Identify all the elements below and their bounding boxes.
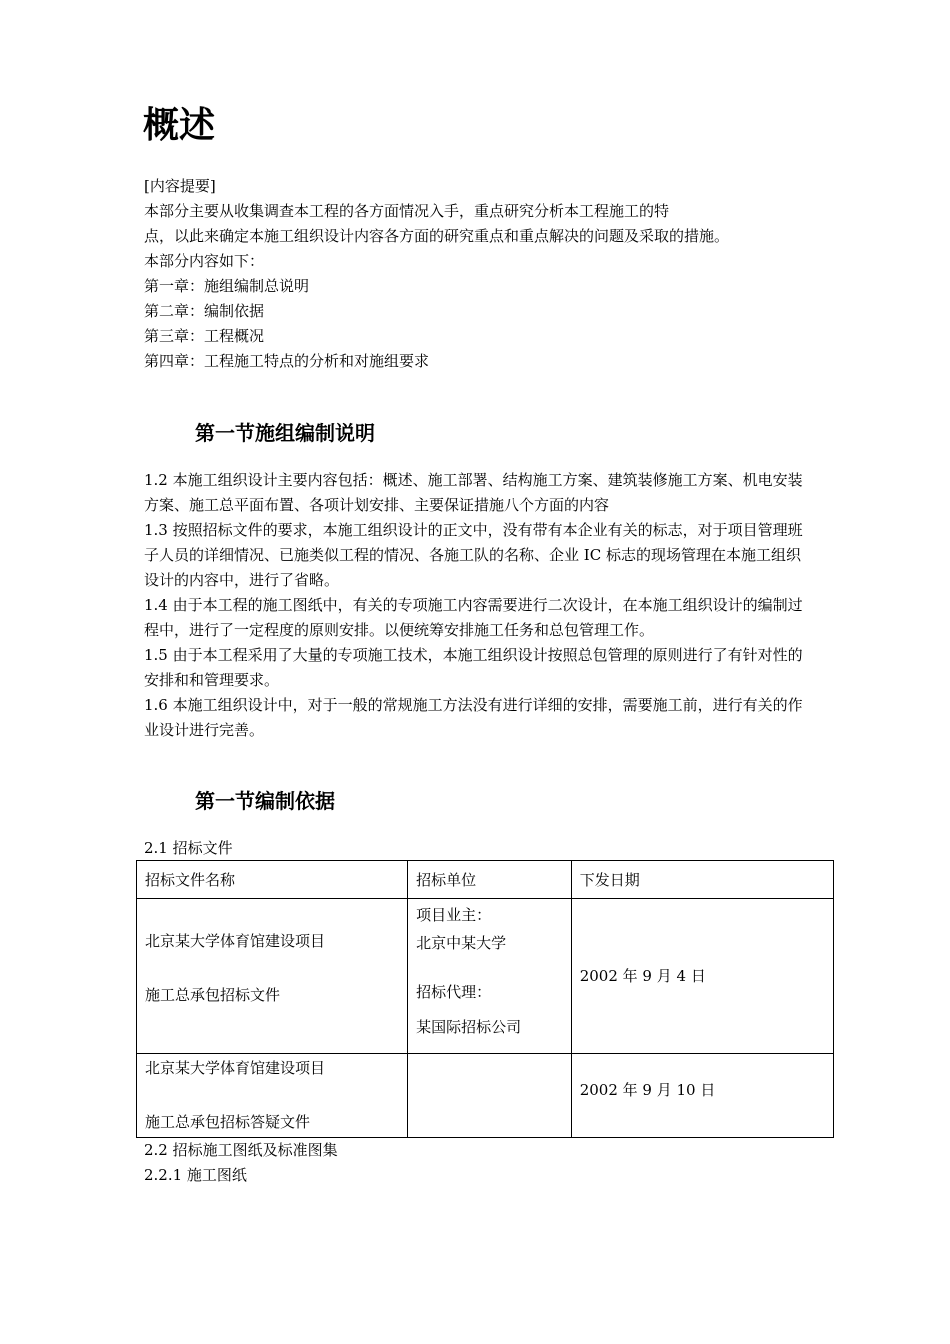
section-1-body (144, 468, 810, 743)
table-header-row (137, 861, 834, 899)
chapter-item-3: 第三章：工程概况 (144, 327, 265, 345)
row2-doc-name-b: 施工总承包招标答疑文件 (145, 1113, 311, 1131)
bid-documents-table (136, 860, 834, 1138)
row2-unit-cell (408, 1054, 572, 1138)
paragraph-1-3: 1.3 按照招标文件的要求，本施工组织设计的正文中，没有带有本企业有关的标志，对于项目管理班子人员的详细情况、已施类似工程的情况、各施工队的名称、企业 IC 标志的现场管理在本施工组织设计的内容中，进行了省略。 (144, 521, 803, 589)
row1-unit-a: 项目业主： (416, 906, 492, 924)
row1-doc-name-a: 北京某大学体育馆建设项目 (145, 932, 326, 950)
paragraph-1-5: 1.5 由于本工程采用了大量的专项施工技术，本施工组织设计按照总包管理的原则进行了有针对性的安排和和管理要求。 (144, 646, 803, 689)
row1-unit-b: 北京中某大学 (416, 934, 507, 952)
subheading-2-2: 2.2 招标施工图纸及标准图集 (144, 1141, 338, 1159)
summary-line-1: 本部分主要从收集调查本工程的各方面情况入手，重点研究分析本工程施工的特 (144, 202, 670, 220)
section-2-heading: 第一节编制依据 (195, 789, 335, 813)
row1-doc-name-b: 施工总承包招标文件 (145, 986, 281, 1004)
subheading-2-2-1: 2.2.1 施工图纸 (144, 1166, 247, 1184)
row2-date: 2002 年 9 月 10 日 (571, 1054, 833, 1138)
row1-doc-name-cell (137, 899, 408, 1054)
header-unit: 招标单位 (408, 861, 572, 899)
subheading-2-1: 2.1 招标文件 (144, 839, 233, 857)
summary-label: [内容提要] (144, 177, 216, 195)
paragraph-1-4: 1.4 由于本工程的施工图纸中，有关的专项施工内容需要进行二次设计，在本施工组织设计的编制过程中，进行了一定程度的原则安排。以便统筹安排施工任务和总包管理工作。 (144, 596, 803, 639)
chapter-item-1: 第一章：施组编制总说明 (144, 277, 310, 295)
header-doc-name: 招标文件名称 (137, 861, 408, 899)
row1-unit-cell (408, 899, 572, 1054)
header-date: 下发日期 (571, 861, 833, 899)
row1-unit-d: 某国际招标公司 (416, 1018, 522, 1036)
paragraph-1-6: 1.6 本施工组织设计中，对于一般的常规施工方法没有进行详细的安排，需要施工前，进行有关的作业设计进行完善。 (144, 696, 803, 739)
row2-doc-name-a: 北京某大学体育馆建设项目 (145, 1059, 326, 1077)
summary-line-3: 本部分内容如下： (144, 252, 265, 270)
table-row (137, 1054, 834, 1138)
row2-doc-name-cell (137, 1054, 408, 1138)
row1-date: 2002 年 9 月 4 日 (571, 899, 833, 1054)
row1-unit-c: 招标代理： (416, 983, 492, 1001)
chapter-item-2: 第二章：编制依据 (144, 302, 265, 320)
section-1-heading: 第一节施组编制说明 (195, 421, 375, 445)
chapter-item-4: 第四章：工程施工特点的分析和对施组要求 (144, 352, 430, 370)
page-title: 概述 (143, 105, 216, 146)
paragraph-1-2: 1.2 本施工组织设计主要内容包括：概述、施工部署、结构施工方案、建筑装修施工方案、机电安装方案、施工总平面布置、各项计划安排、主要保证措施八个方面的内容 (144, 471, 803, 514)
table-row (137, 899, 834, 1054)
summary-line-2: 点，以此来确定本施工组织设计内容各方面的研究重点和重点解决的问题及采取的措施。 (144, 227, 730, 245)
